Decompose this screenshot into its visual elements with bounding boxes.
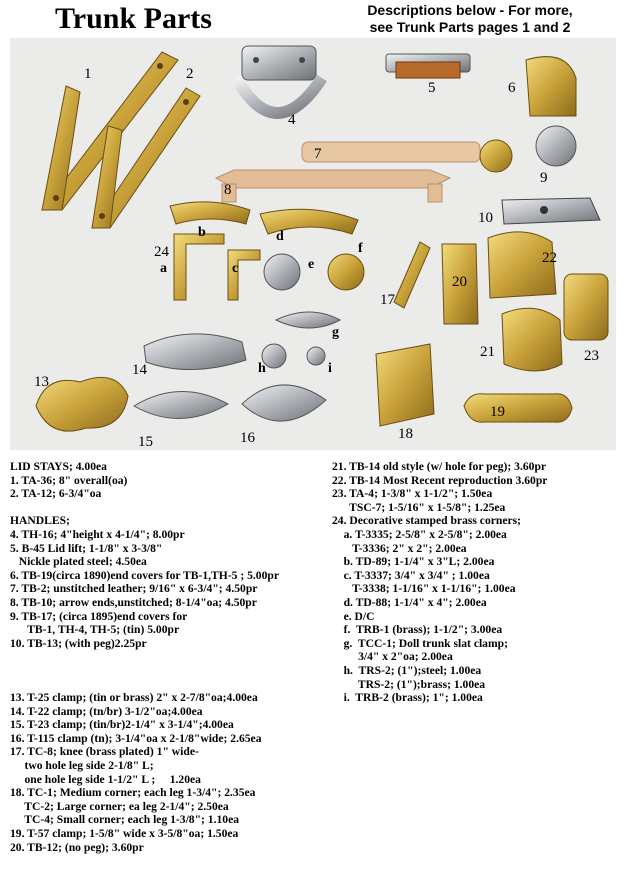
list-item: 8. TB-10; arrow ends,unstitched; 8-1/4"oa; 4.50pr	[10, 595, 257, 609]
list-item: 5. B-45 Lid lift; 1-1/8" x 3-3/8"	[10, 541, 163, 555]
label-13: 13	[34, 374, 49, 390]
list-item: 1. TA-36; 8" overall(oa)	[10, 473, 128, 487]
label-20: 20	[452, 274, 467, 290]
end-cover-6	[526, 57, 576, 116]
clamp-15	[134, 391, 228, 418]
list-item: 17. TC-8; knee (brass plated) 1" wide-	[10, 745, 199, 759]
list-gap	[10, 664, 279, 678]
handle-loop-10	[502, 198, 600, 224]
label-6: 6	[508, 80, 516, 96]
list-item: e. D/C	[332, 609, 375, 623]
label-19: 19	[490, 404, 505, 420]
label-17: 17	[380, 292, 395, 308]
label-g: g	[332, 325, 339, 340]
list-item: 14. T-22 clamp; (tn/br) 3-1/2"oa;4.00ea	[10, 704, 203, 718]
label-c: c	[232, 261, 239, 276]
label-1: 1	[84, 66, 92, 82]
list-item: TC-4; Small corner; each leg 1-3/8"; 1.10ea	[10, 813, 240, 827]
list-item: TB-1, TH-4, TH-5; (tin) 5.00pr	[10, 623, 180, 637]
label-9: 9	[540, 170, 548, 186]
list-item: 19. T-57 clamp; 1-5/8" wide x 3-5/8"oa; 1.50ea	[10, 827, 239, 841]
list-item: 2. TA-12; 6-3/4"oa	[10, 487, 102, 501]
list-item: h. TRS-2; (1");steel; 1.00ea	[332, 663, 482, 677]
list-gap	[10, 650, 279, 664]
slat-clamp-g	[276, 312, 340, 328]
label-a: a	[160, 261, 167, 276]
list-item: two hole leg side 2-1/8" L;	[10, 759, 154, 773]
list-item: TSC-7; 1-5/16" x 1-5/8"; 1.25ea	[332, 500, 506, 514]
knee-17	[394, 242, 430, 308]
label-8: 8	[224, 182, 232, 198]
list-item: 15. T-23 clamp; (tin/br)2-1/4" x 3-1/4";4.00ea	[10, 718, 234, 732]
corner-18	[376, 344, 434, 426]
list-item: 23. TA-4; 1-3/8" x 1-1/2"; 1.50ea	[332, 487, 493, 501]
product-photo	[10, 38, 616, 450]
list-item: a. T-3335; 2-5/8" x 2-5/8"; 2.00ea	[332, 527, 507, 541]
list-item: f. TRB-1 (brass); 1-1/2"; 3.00ea	[332, 623, 503, 637]
list-item: b. TD-89; 1-1/4" x 3"L; 2.00ea	[332, 555, 495, 569]
label-e: e	[308, 257, 315, 272]
list-item: T-3336; 2" x 2"; 2.00ea	[332, 541, 467, 555]
list-item: 7. TB-2; unstitched leather; 9/16" x 6-3/4"; 4.50pr	[10, 582, 258, 596]
label-21: 21	[480, 344, 495, 360]
list-item: TC-2; Large corner; ea leg 2-1/4"; 2.50ea	[10, 799, 229, 813]
rosette-e	[264, 254, 300, 290]
list-item: 21. TB-14 old style (w/ hole for peg); 3.60pr	[332, 460, 547, 473]
list-item: 24. Decorative stamped brass corners;	[332, 514, 521, 528]
list-item: c. T-3337; 3/4" x 3/4" ; 1.00ea	[332, 568, 490, 582]
label-23: 23	[584, 348, 599, 364]
clamp-13	[36, 377, 128, 431]
rivet-i	[307, 347, 325, 365]
list-item: 18. TC-1; Medium corner; each leg 1-3/4"; 2.35ea	[10, 786, 256, 800]
list-item: 10. TB-13; (with peg)2.25pr	[10, 636, 147, 650]
clamp-19	[464, 394, 572, 422]
list-item: 13. T-25 clamp; (tin or brass) 2" x 2-7/8"oa;4.00ea	[10, 691, 258, 705]
list-item: 22. TB-14 Most Recent reproduction 3.60pr	[332, 473, 548, 487]
label-2: 2	[186, 66, 194, 82]
ornament-b	[170, 202, 250, 224]
label-16: 16	[240, 430, 255, 446]
list-item: g. TCC-1; Doll trunk slat clamp;	[332, 636, 508, 650]
leather-strap-8	[216, 170, 450, 188]
list-item: LID STAYS; 4.00ea	[10, 460, 107, 473]
label-14: 14	[132, 362, 147, 378]
clasp-23	[564, 274, 608, 340]
parts-list-left	[10, 460, 279, 854]
label-22: 22	[542, 250, 557, 266]
list-item: T-3338; 1-1/16" x 1-1/16"; 1.00ea	[332, 582, 516, 596]
page-title: Trunk Parts	[55, 2, 212, 35]
description-line-1: Descriptions below - For more,	[367, 2, 573, 18]
list-item: 3/4" x 2"oa; 2.00ea	[332, 650, 453, 664]
product-illustration	[10, 38, 616, 450]
clamp-16	[242, 385, 326, 421]
ornament-a	[174, 234, 224, 300]
list-item: d. TD-88; 1-1/4" x 4"; 2.00ea	[332, 595, 487, 609]
lid-lift-5	[386, 54, 470, 78]
description-line-2: see Trunk Parts pages 1 and 2	[369, 19, 571, 35]
label-h: h	[258, 361, 266, 376]
list-item: 6. TB-19(circa 1890)end covers for TB-1,TH-5 ; 5.00pr	[10, 568, 279, 582]
list-item: 20. TB-12; (no peg); 3.60pr	[10, 840, 144, 854]
label-24: 24	[154, 244, 169, 260]
list-item: TRS-2; (1");brass; 1.00ea	[332, 677, 486, 691]
list-gap	[10, 501, 279, 515]
list-item: HANDLES;	[10, 514, 70, 528]
description-note	[340, 2, 600, 36]
list-gap	[10, 678, 279, 692]
list-item: 4. TH-16; 4"height x 4-1/4"; 8.00pr	[10, 527, 185, 541]
label-15: 15	[138, 434, 153, 450]
label-d: d	[276, 229, 284, 244]
list-item: 16. T-115 clamp (tn); 3-1/4"oa x 2-1/8"wide; 2.65ea	[10, 731, 262, 745]
label-4: 4	[288, 112, 296, 128]
end-cover-9	[480, 126, 576, 172]
list-item: Nickle plated steel; 4.50ea	[10, 555, 147, 569]
clamp-14	[144, 334, 246, 370]
list-item: i. TRB-2 (brass); 1"; 1.00ea	[332, 691, 483, 705]
label-10: 10	[478, 210, 493, 226]
handle-loop-21	[502, 308, 562, 371]
parts-list-right	[332, 460, 547, 705]
label-5: 5	[428, 80, 436, 96]
ornament-d	[260, 209, 358, 234]
label-7: 7	[314, 146, 322, 162]
rosette-f	[328, 254, 364, 290]
handle-4	[236, 46, 322, 113]
label-i: i	[328, 361, 332, 376]
label-f: f	[358, 241, 363, 256]
leather-strap-7	[302, 142, 480, 162]
list-item: 9. TB-17; (circa 1895)end covers for	[10, 609, 188, 623]
label-b: b	[198, 225, 206, 240]
list-item: one hole leg side 1-1/2" L ; 1.20ea	[10, 772, 201, 786]
label-18: 18	[398, 426, 413, 442]
